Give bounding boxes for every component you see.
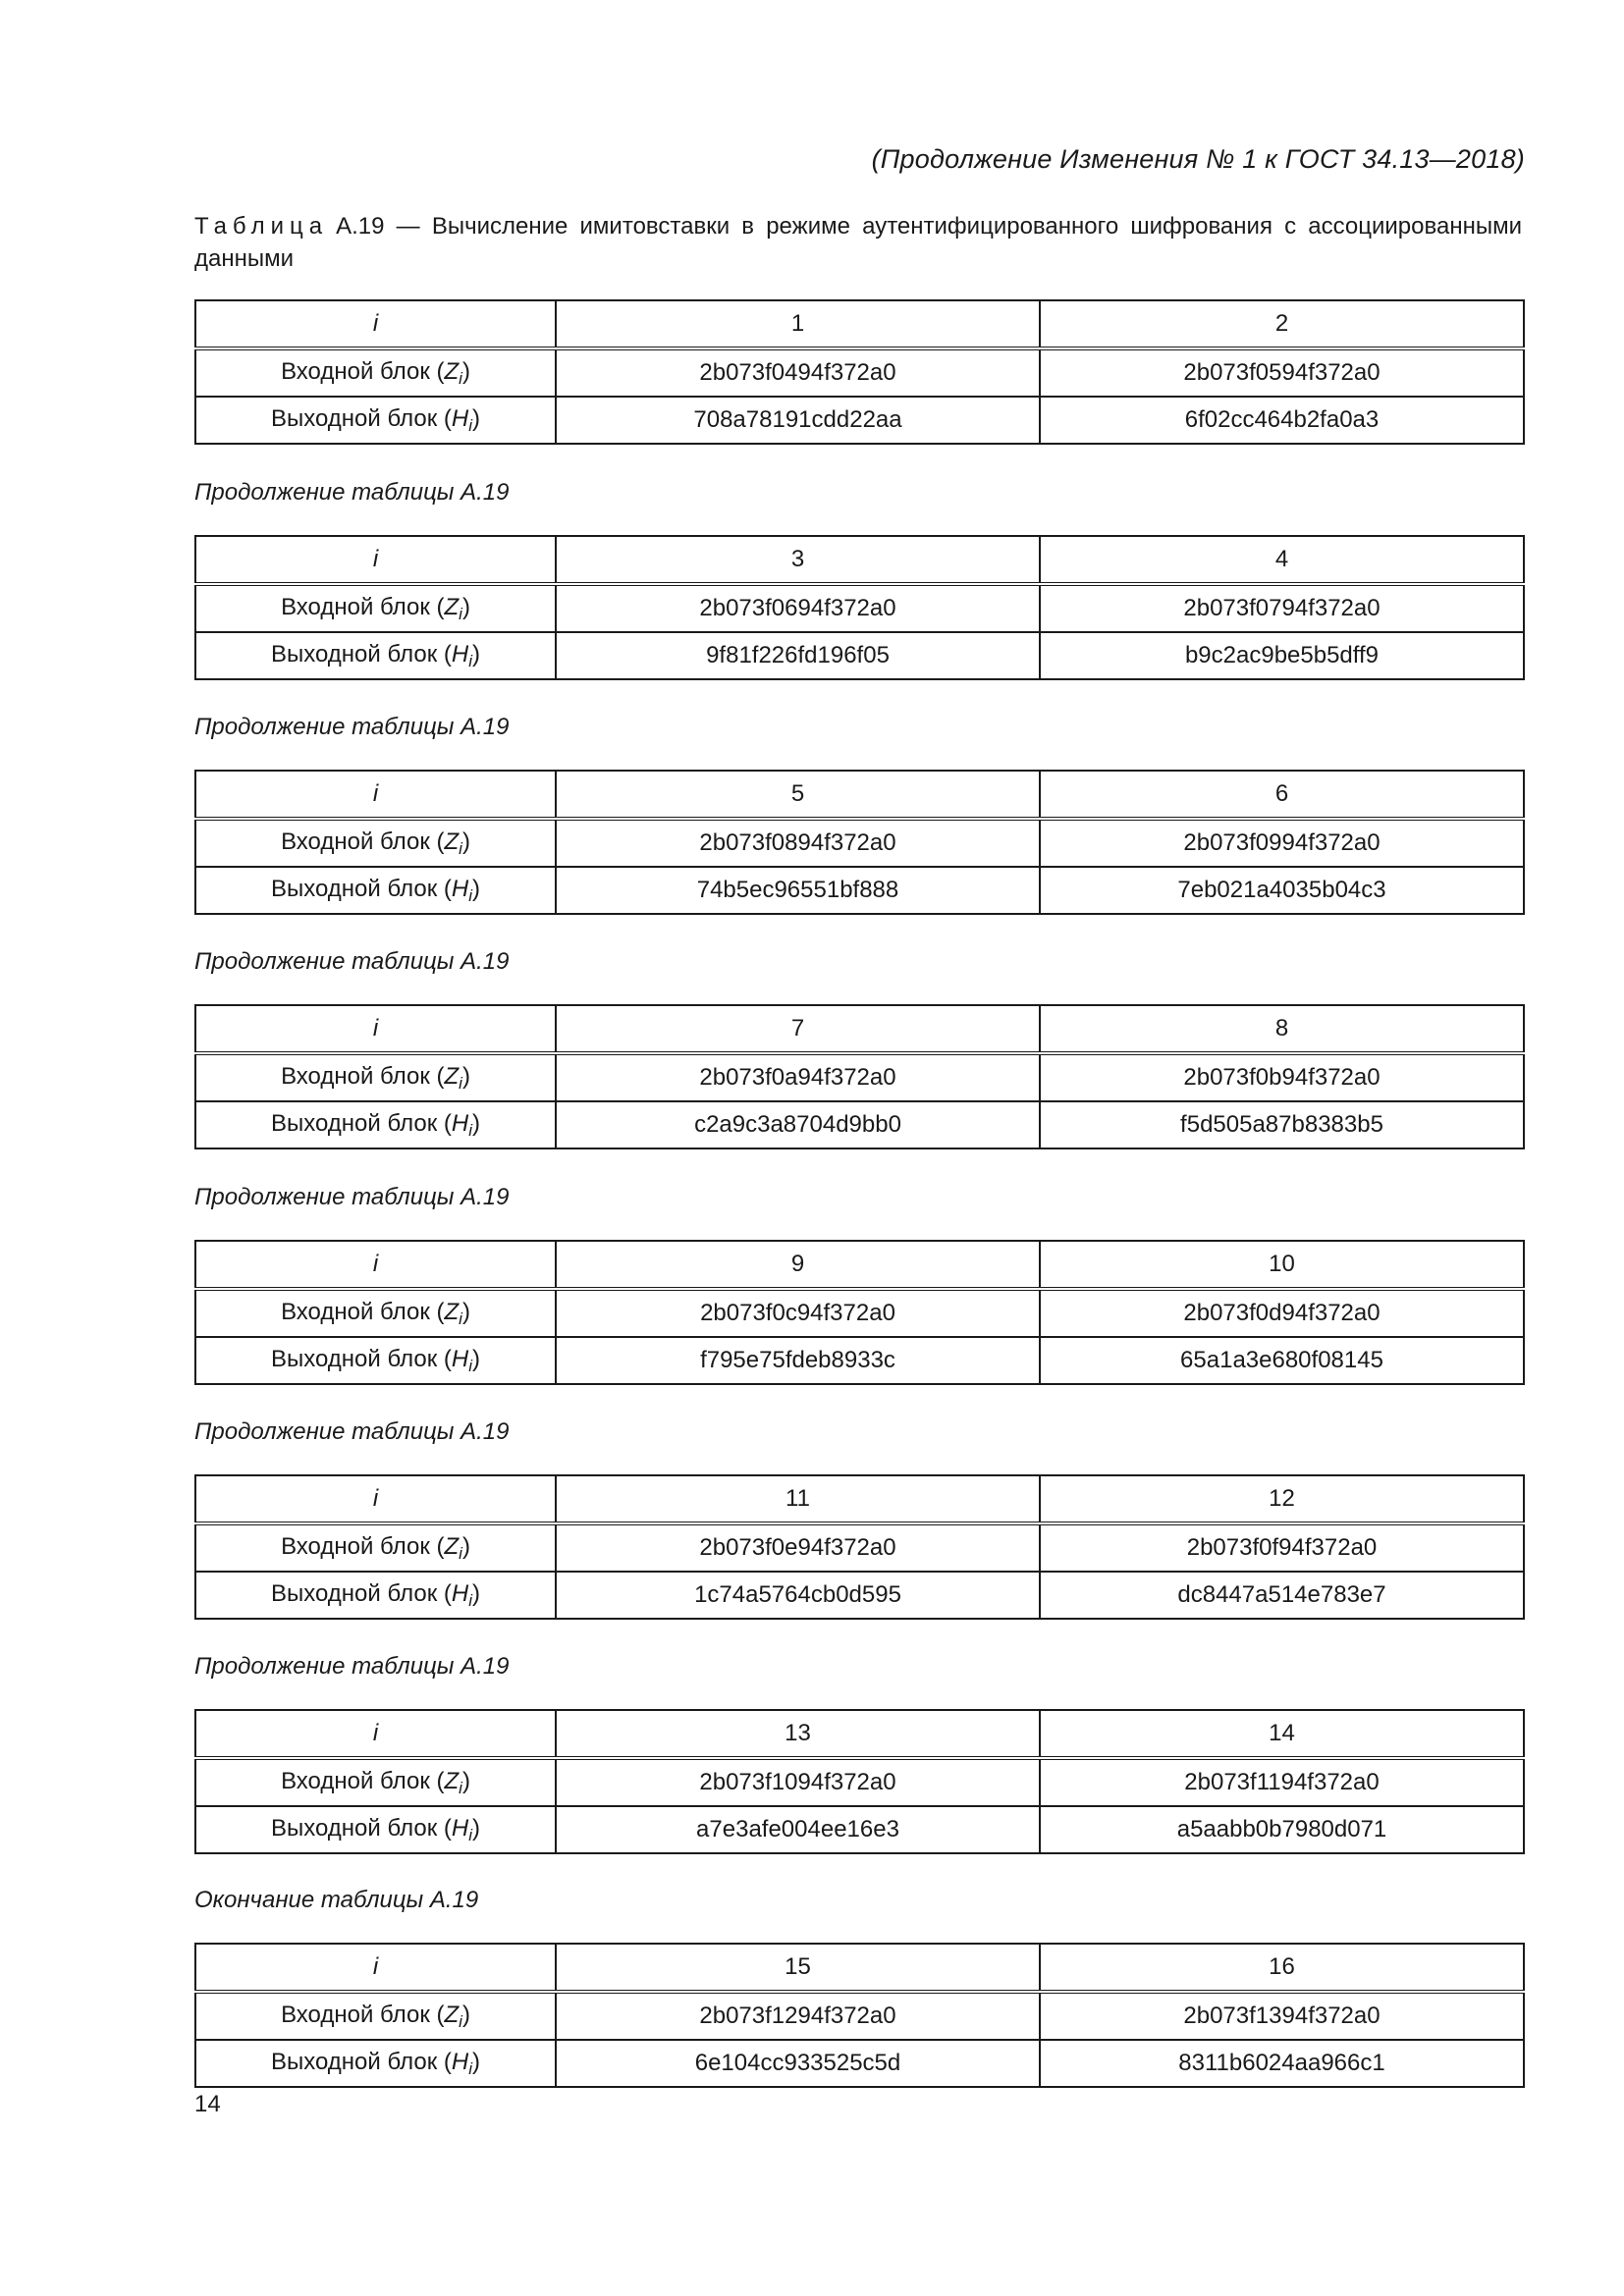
input-block-value: 2b073f0f94f372a0: [1040, 1523, 1524, 1572]
input-block-value: 2b073f0e94f372a0: [556, 1523, 1040, 1572]
table-header-row: [195, 1944, 1524, 1992]
output-label-close: ): [472, 640, 481, 667]
output-block-value: 74b5ec96551bf888: [556, 867, 1040, 914]
output-label-text: Выходной блок (: [270, 2048, 452, 2075]
column-index-cell: 11: [556, 1475, 1040, 1523]
table-header-row: [195, 1005, 1524, 1053]
output-label-sub: i: [468, 1356, 473, 1375]
column-index-cell: 1: [556, 300, 1040, 348]
input-block-value: 2b073f0694f372a0: [556, 584, 1040, 632]
output-label-sub: i: [468, 1825, 473, 1844]
table-header-row: [195, 771, 1524, 819]
input-label-close: ): [461, 1298, 470, 1325]
output-block-row: [195, 1101, 1524, 1148]
input-block-row: [195, 348, 1524, 397]
input-label-var: Z: [444, 593, 460, 620]
input-label-cell: [195, 1053, 556, 1101]
output-block-row: [195, 867, 1524, 914]
input-label-cell: [195, 1289, 556, 1337]
input-label-var: Z: [444, 1298, 460, 1325]
data-table: [194, 770, 1525, 915]
output-block-row: [195, 1337, 1524, 1384]
table-caption: [194, 210, 1522, 275]
page-header: (Продолжение Изменения № 1 к ГОСТ 34.13—2018): [871, 144, 1525, 174]
output-block-row: [195, 2040, 1524, 2087]
table-header-row: [195, 1241, 1524, 1289]
column-index-cell: 10: [1040, 1241, 1524, 1289]
table-continuation-title: Продолжение таблицы А.19: [194, 479, 510, 506]
column-index-cell: 13: [556, 1710, 1040, 1758]
output-block-value: 9f81f226fd196f05: [556, 632, 1040, 679]
table-header-row: [195, 1710, 1524, 1758]
output-label-close: ): [472, 1814, 481, 1842]
output-block-value: 8311b6024aa966c1: [1040, 2040, 1524, 2087]
input-label-text: Входной блок (: [281, 828, 445, 855]
data-table: [194, 1943, 1525, 2088]
input-label-close: ): [461, 1532, 470, 1560]
table-header-row: [195, 300, 1524, 348]
output-label-text: Выходной блок (: [270, 1109, 452, 1137]
output-label-cell: [195, 1806, 556, 1853]
input-label-sub: i: [459, 368, 462, 388]
input-block-row: [195, 1053, 1524, 1101]
data-table: [194, 1004, 1525, 1149]
input-block-value: 2b073f0b94f372a0: [1040, 1053, 1524, 1101]
index-label-cell: i: [195, 1005, 556, 1053]
output-label-var: H: [451, 1579, 469, 1607]
column-index-cell: 16: [1040, 1944, 1524, 1992]
input-block-row: [195, 1523, 1524, 1572]
column-index-cell: 6: [1040, 771, 1524, 819]
data-table: [194, 1709, 1525, 1854]
output-block-value: 65a1a3e680f08145: [1040, 1337, 1524, 1384]
input-label-sub: i: [459, 1073, 462, 1093]
output-block-value: 708a78191cdd22aa: [556, 397, 1040, 444]
table-continuation-title: Продолжение таблицы А.19: [194, 1653, 510, 1680]
table-continuation-title: Продолжение таблицы А.19: [194, 1184, 510, 1210]
input-label-cell: [195, 1992, 556, 2040]
output-label-sub: i: [468, 1590, 473, 1610]
output-label-text: Выходной блок (: [270, 640, 452, 667]
output-block-value: 7eb021a4035b04c3: [1040, 867, 1524, 914]
data-table: [194, 1240, 1525, 1385]
output-block-row: [195, 632, 1524, 679]
input-label-cell: [195, 819, 556, 867]
input-block-row: [195, 1758, 1524, 1806]
output-label-close: ): [472, 875, 481, 902]
table-continuation-title: Продолжение таблицы А.19: [194, 948, 510, 975]
table-continuation-title: Продолжение таблицы А.19: [194, 714, 510, 740]
output-label-sub: i: [468, 415, 473, 435]
input-label-close: ): [461, 357, 470, 385]
output-label-cell: [195, 632, 556, 679]
table-header-row: [195, 536, 1524, 584]
input-label-sub: i: [459, 1778, 462, 1797]
input-label-sub: i: [459, 2011, 462, 2031]
output-label-sub: i: [468, 2058, 473, 2078]
output-label-var: H: [451, 1109, 469, 1137]
input-block-value: 2b073f0d94f372a0: [1040, 1289, 1524, 1337]
output-block-row: [195, 397, 1524, 444]
input-label-var: Z: [444, 1532, 460, 1560]
column-index-cell: 4: [1040, 536, 1524, 584]
output-label-var: H: [451, 875, 469, 902]
index-label-cell: i: [195, 300, 556, 348]
column-index-cell: 5: [556, 771, 1040, 819]
output-label-text: Выходной блок (: [270, 1579, 452, 1607]
input-block-value: 2b073f0c94f372a0: [556, 1289, 1040, 1337]
data-table: [194, 1474, 1525, 1620]
input-label-text: Входной блок (: [281, 593, 445, 620]
output-label-cell: [195, 1572, 556, 1619]
column-index-cell: 7: [556, 1005, 1040, 1053]
input-block-value: 2b073f1394f372a0: [1040, 1992, 1524, 2040]
input-label-text: Входной блок (: [281, 1062, 445, 1090]
output-label-text: Выходной блок (: [270, 1814, 452, 1842]
output-block-value: dc8447a514e783e7: [1040, 1572, 1524, 1619]
input-label-var: Z: [444, 2001, 460, 2028]
column-index-cell: 2: [1040, 300, 1524, 348]
input-block-value: 2b073f0a94f372a0: [556, 1053, 1040, 1101]
column-index-cell: 9: [556, 1241, 1040, 1289]
output-label-var: H: [451, 1345, 469, 1372]
input-label-sub: i: [459, 604, 462, 623]
output-label-sub: i: [468, 885, 473, 905]
input-block-value: 2b073f1094f372a0: [556, 1758, 1040, 1806]
input-label-sub: i: [459, 1543, 462, 1563]
input-label-var: Z: [444, 1062, 460, 1090]
output-label-var: H: [451, 2048, 469, 2075]
input-label-var: Z: [444, 1767, 460, 1794]
output-label-cell: [195, 397, 556, 444]
input-block-row: [195, 584, 1524, 632]
output-label-sub: i: [468, 651, 473, 670]
input-label-sub: i: [459, 1308, 462, 1328]
table-continuation-title: Окончание таблицы А.19: [194, 1887, 479, 1913]
index-label-cell: i: [195, 1241, 556, 1289]
input-label-cell: [195, 348, 556, 397]
output-label-close: ): [472, 404, 481, 432]
output-label-var: H: [451, 640, 469, 667]
index-label-cell: i: [195, 536, 556, 584]
input-block-value: 2b073f0494f372a0: [556, 348, 1040, 397]
input-label-close: ): [461, 593, 470, 620]
input-label-cell: [195, 1523, 556, 1572]
output-block-value: f795e75fdeb8933c: [556, 1337, 1040, 1384]
index-label-cell: i: [195, 1475, 556, 1523]
output-block-value: f5d505a87b8383b5: [1040, 1101, 1524, 1148]
input-block-value: 2b073f0594f372a0: [1040, 348, 1524, 397]
input-block-value: 2b073f1194f372a0: [1040, 1758, 1524, 1806]
input-label-cell: [195, 1758, 556, 1806]
table-caption-text: А.19 — Вычисление имитовставки в режиме аутентифицированного шифрования с ассоциированными данными: [194, 213, 1522, 272]
output-label-close: ): [472, 1109, 481, 1137]
data-table: [194, 535, 1525, 680]
input-label-text: Входной блок (: [281, 2001, 445, 2028]
table-header-row: [195, 1475, 1524, 1523]
column-index-cell: 15: [556, 1944, 1040, 1992]
input-label-var: Z: [444, 357, 460, 385]
output-label-cell: [195, 1101, 556, 1148]
output-block-value: 1c74a5764cb0d595: [556, 1572, 1040, 1619]
output-label-text: Выходной блок (: [270, 875, 452, 902]
input-block-row: [195, 819, 1524, 867]
table-caption-lead: Таблица: [194, 213, 329, 240]
input-block-value: 2b073f0894f372a0: [556, 819, 1040, 867]
output-label-var: H: [451, 1814, 469, 1842]
output-label-cell: [195, 867, 556, 914]
output-block-row: [195, 1572, 1524, 1619]
output-block-value: 6f02cc464b2fa0a3: [1040, 397, 1524, 444]
input-label-var: Z: [444, 828, 460, 855]
column-index-cell: 8: [1040, 1005, 1524, 1053]
input-block-row: [195, 1289, 1524, 1337]
input-block-value: 2b073f0994f372a0: [1040, 819, 1524, 867]
output-block-value: b9c2ac9be5b5dff9: [1040, 632, 1524, 679]
output-label-close: ): [472, 1345, 481, 1372]
index-label-cell: i: [195, 1710, 556, 1758]
input-label-text: Входной блок (: [281, 1298, 445, 1325]
index-label-cell: i: [195, 771, 556, 819]
table-continuation-title: Продолжение таблицы А.19: [194, 1418, 510, 1445]
output-label-cell: [195, 2040, 556, 2087]
output-block-value: a5aabb0b7980d071: [1040, 1806, 1524, 1853]
output-label-text: Выходной блок (: [270, 1345, 452, 1372]
page-number: 14: [194, 2091, 221, 2117]
output-label-text: Выходной блок (: [270, 404, 452, 432]
input-block-row: [195, 1992, 1524, 2040]
output-label-close: ): [472, 1579, 481, 1607]
output-block-value: a7e3afe004ee16e3: [556, 1806, 1040, 1853]
input-label-text: Входной блок (: [281, 1767, 445, 1794]
column-index-cell: 3: [556, 536, 1040, 584]
input-block-value: 2b073f1294f372a0: [556, 1992, 1040, 2040]
data-table: [194, 299, 1525, 445]
output-block-value: 6e104cc933525c5d: [556, 2040, 1040, 2087]
index-label-cell: i: [195, 1944, 556, 1992]
input-label-sub: i: [459, 838, 462, 858]
output-label-close: ): [472, 2048, 481, 2075]
column-index-cell: 14: [1040, 1710, 1524, 1758]
column-index-cell: 12: [1040, 1475, 1524, 1523]
input-label-close: ): [461, 2001, 470, 2028]
input-block-value: 2b073f0794f372a0: [1040, 584, 1524, 632]
input-label-cell: [195, 584, 556, 632]
input-label-text: Входной блок (: [281, 357, 445, 385]
input-label-text: Входной блок (: [281, 1532, 445, 1560]
output-label-var: H: [451, 404, 469, 432]
output-block-row: [195, 1806, 1524, 1853]
input-label-close: ): [461, 1767, 470, 1794]
output-block-value: c2a9c3a8704d9bb0: [556, 1101, 1040, 1148]
input-label-close: ): [461, 1062, 470, 1090]
output-label-sub: i: [468, 1120, 473, 1140]
input-label-close: ): [461, 828, 470, 855]
output-label-cell: [195, 1337, 556, 1384]
